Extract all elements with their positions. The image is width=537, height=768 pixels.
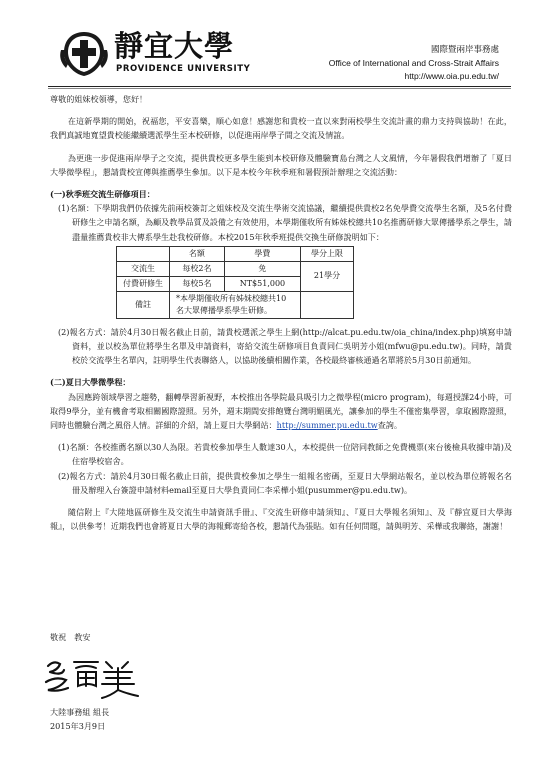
handwritten-signature (40, 656, 150, 700)
table-cell: 備註 (117, 291, 170, 318)
section-summer-item-apply: (2)報名方式：請於4月30日報名截止日前，提供貴校參加之學生一組報名密碼，至夏日大學網站報名，並以校為單位將報名名冊及辦理入台簽證申請材料email至夏日大學負責同仁李采樺小姐(pusummer@pu.edu.tw)。 (58, 470, 512, 495)
closing-salutation: 敬祝 教安 (50, 632, 91, 642)
office-block (329, 44, 499, 83)
table-header-cell (117, 246, 170, 261)
signer-title: 大陸事務組 組長 (50, 707, 110, 717)
office-name-en: Office of International and Cross-Strait Affairs (328, 58, 499, 68)
table-header-row (117, 246, 354, 261)
paragraph-intro: 在這新學期的開始，祝福您，平安喜樂，順心如意！感謝您和貴校一直以來對兩校學生交流計畫的鼎力支持與協助！在此，我們真誠地寬望貴校能繼續選派學生至本校研修，以促進兩岸學子間之交流及情誼。 (50, 116, 512, 141)
summer-intro-tail: 查詢。 (377, 420, 402, 431)
exchange-table (116, 246, 354, 319)
section-summer-title: (二)夏日大學微學程： (50, 377, 131, 388)
summer-intro-text: 為因應跨領域學習之趨勢，翻轉學習新視野，本校推出各學院最具吸引力之微學程(micro program)，每週授課24小時，可取得9學分，並有機會考取相關國際證照。另外，週末期間安排飽覽台灣明媚風光，讓參加的學生不僅密集學習，拿取國際證照，同時也體驗台灣之風俗人情。詳細的介紹，請上夏日大學網站： (50, 391, 512, 431)
signer-block (50, 706, 109, 733)
header-divider (48, 86, 511, 87)
table-cell-credit: 21學分 (301, 261, 354, 291)
letter-date: 2015年3月9日 (50, 720, 106, 731)
table-cell: 付費研修生 (117, 276, 170, 291)
summer-website-link[interactable]: http://summer.pu.edu.tw (276, 420, 378, 431)
letterhead (0, 0, 537, 86)
section-fall-title: (一)秋季班交流生研修項目： (50, 189, 155, 200)
table-header-cell: 學費 (224, 246, 300, 261)
table-header-cell: 名額 (170, 246, 225, 261)
section-fall-item-apply: (2)報名方式：請於4月30日報名截止日前，請貴校選派之學生上網(http://alcat.pu.edu.tw/oia_china/index.php)填寫申請資料，並以校為單位將學生名單及申請資料，寄給交流生研修項目負責同仁吳明芳小姐(mfwu@pu.edu.tw)。同時，請貴校於交流學生名單內，註明學生代表聯絡人，以協助後續相關作業，各校最終審核通過名單將於5月30日前通知。 (58, 326, 512, 366)
university-name-en: PROVIDENCE UNIVERSITY (116, 64, 251, 74)
table-cell: 每校2名 (170, 261, 225, 276)
table-cell: 每校5名 (170, 276, 225, 291)
table-cell: 交流生 (117, 261, 170, 276)
university-logo-icon (58, 30, 110, 78)
header-divider-thin (48, 88, 511, 89)
letter-body (50, 92, 512, 541)
table-row-remark (117, 291, 354, 318)
section-fall-item-quota: (1)名額：下學期我們仍依據先前兩校簽訂之姐妹校及交流生學術交流協議，繼續提供貴校2名免學費交流學生名額，及5名付費研修生之申請名額，為顧及教學品質及設備之有效使用，本學期僅收所有姊妹校總共10名推薦研修大眾傳播學系之學生，請盡量推薦貴校非大傳系學生赴我校研修。本校2015年秋季班提供交換生研修說明如下： (58, 203, 512, 242)
paragraph-attachments: 隨信附上『大陸地區研修生及交流生申請資訊手冊』、『交流生研修申請須知』、『夏日大學報名須知』、及『靜宜夏日大學海報』，以供參考！近期我們也會將夏日大學的海報郵寄給各校，懇請代為張貼。如有任何問題，請與明芳、采樺或我聯絡，謝謝！ (50, 507, 512, 532)
university-name-zh: 靜宜大學 (114, 29, 235, 63)
paragraph-activities: 為更進一步促進兩岸學子之交流，提供貴校更多學生能到本校研修及體驗寶島台灣之人文風情，今年暑假我們增辦了「夏日大學微學程」，懇請貴校宣傳與推薦學生參加。以下是本校今年秋季班和暑假預計辦理之交流活動： (50, 152, 512, 177)
table-cell-remark: *本學期僅收所有姊妹校總共10名大眾傳播學系學生研修。 (170, 291, 301, 318)
office-url: http://www.oia.pu.edu.tw/ (404, 71, 499, 81)
table-row (117, 261, 354, 276)
greeting: 尊敬的姐妹校領導，您好！ (50, 94, 148, 104)
table-cell: 免 (224, 261, 300, 276)
office-name-zh: 國際暨兩岸事務處 (430, 45, 499, 55)
section-summer-intro (50, 390, 512, 433)
table-cell: NT$51,000 (224, 276, 300, 291)
table-cell-empty (301, 291, 354, 318)
section-summer-item-quota: (1)名額：各校推薦名額以30人為限。若貴校參加學生人數達30人，本校提供一位陪同教師之免費機票(來台後檢具收據申請)及住宿學校宿舍。 (58, 442, 512, 467)
table-header-cell: 學分上限 (301, 246, 354, 261)
